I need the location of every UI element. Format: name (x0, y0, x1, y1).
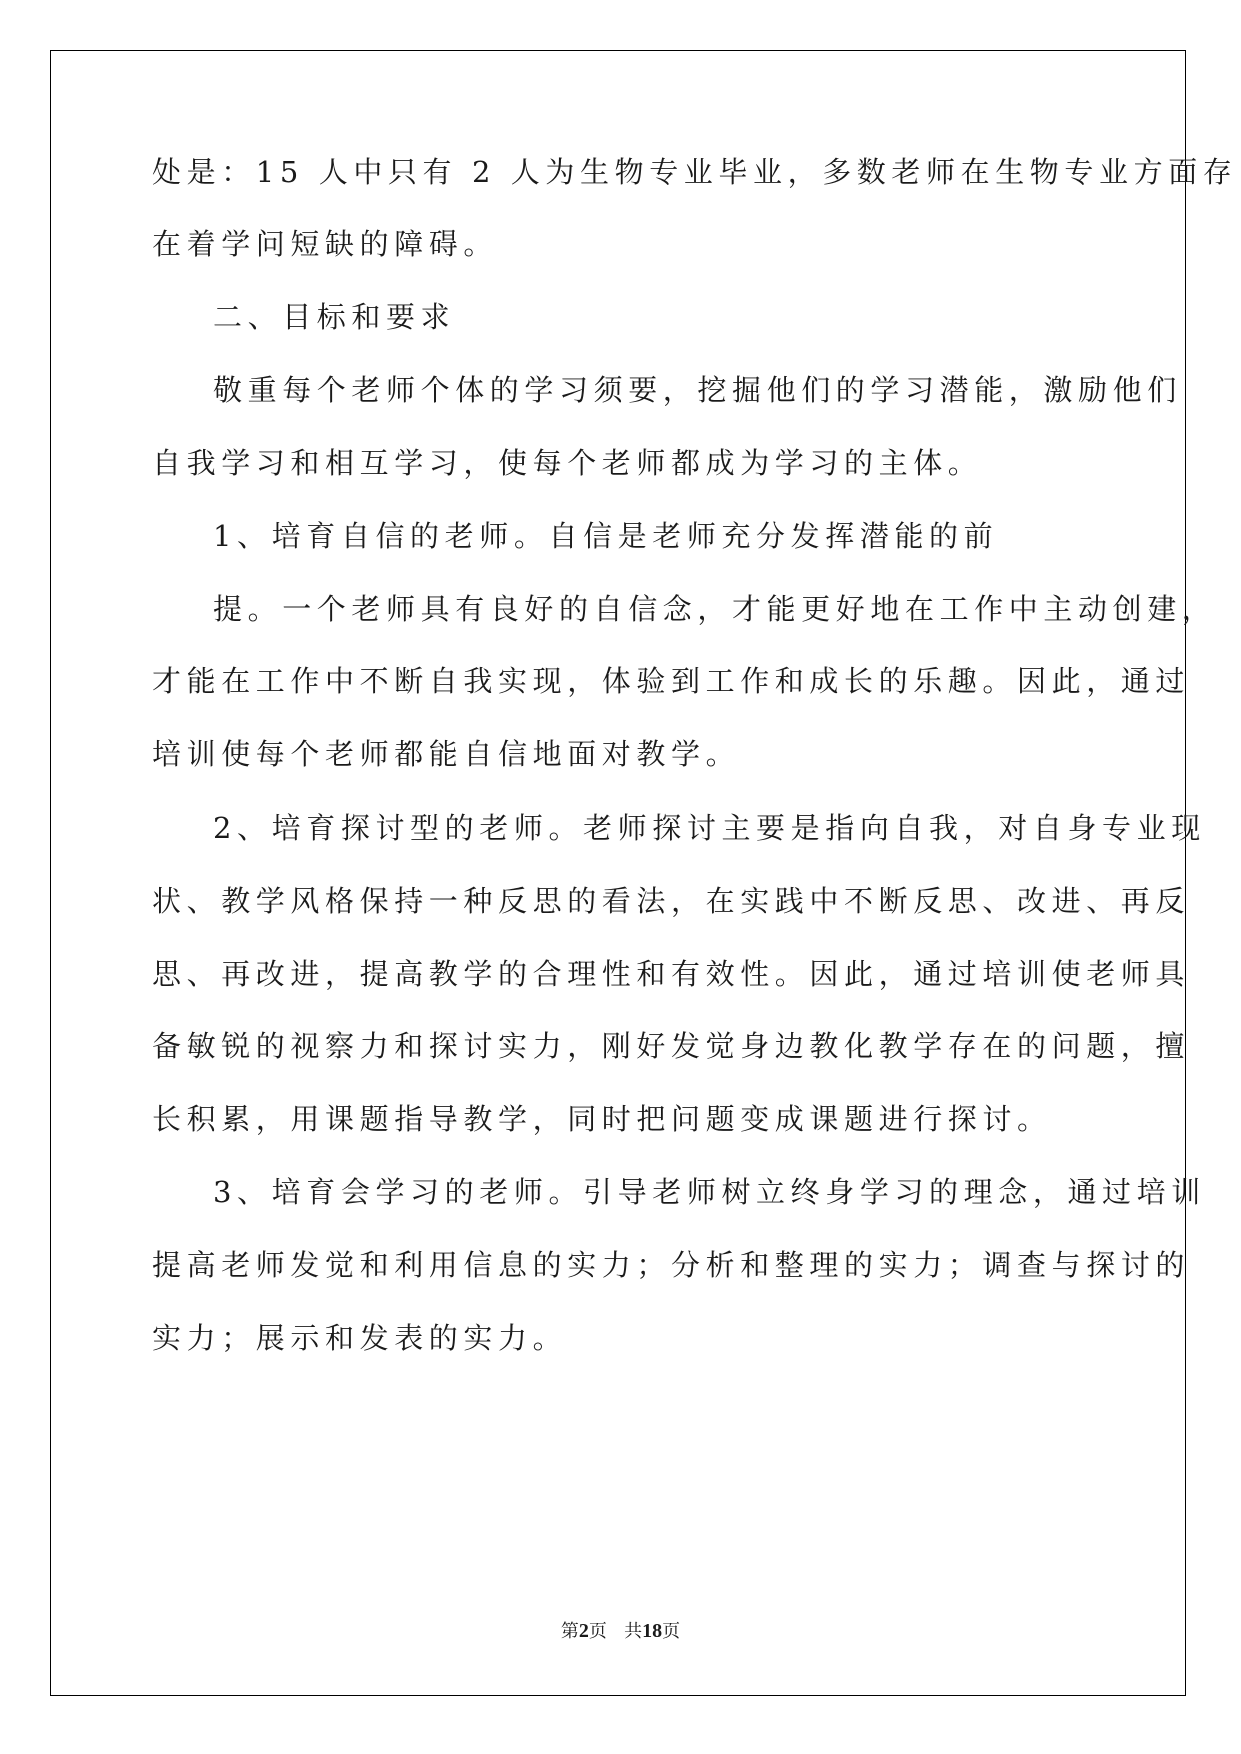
footer-page-suffix: 页 (588, 1621, 607, 1642)
text-line: 自我学习和相互学习，使每个老师都成为学习的主体。 (152, 446, 983, 480)
text-line: 1、培育自信的老师。自信是老师充分发挥潜能的前 (213, 519, 999, 553)
page-number: 2 (578, 1620, 589, 1642)
text-line: 状、教学风格保持一种反思的看法，在实践中不断反思、改进、再反 (152, 884, 1191, 918)
text-line: 在着学问短缺的障碍。 (152, 227, 499, 261)
page-border (50, 50, 1186, 1696)
text-line: 敬重每个老师个体的学习须要，挖掘他们的学习潜能，激励他们 (213, 373, 1182, 407)
footer-prefix: 第 (560, 1621, 579, 1642)
text-line: 3、培育会学习的老师。引导老师树立终身学习的理念，通过培训 (213, 1175, 1206, 1209)
text-line: 才能在工作中不断自我实现，体验到工作和成长的乐趣。因此，通过 (152, 664, 1191, 698)
footer-total-prefix: 共 (624, 1621, 643, 1642)
total-pages: 18 (642, 1620, 663, 1642)
text-line: 备敏锐的视察力和探讨实力，刚好发觉身边教化教学存在的问题，擅 (152, 1029, 1191, 1063)
text-line: 2、培育探讨型的老师。老师探讨主要是指向自我，对自身专业现 (213, 811, 1206, 845)
text-line: 思、再改进，提高教学的合理性和有效性。因此，通过培训使老师具 (152, 957, 1191, 991)
footer-total-suffix: 页 (662, 1621, 681, 1642)
text-line: 处是：15 人中只有 2 人为生物专业毕业，多数老师在生物专业方面存 (152, 155, 1238, 189)
text-line: 长积累，用课题指导教学，同时把问题变成课题进行探讨。 (152, 1102, 1052, 1136)
page-footer (0, 1617, 1241, 1643)
text-line: 提。一个老师具有良好的自信念，才能更好地在工作中主动创建， (213, 592, 1217, 626)
text-line: 实力；展示和发表的实力。 (152, 1321, 568, 1355)
text-line: 提高老师发觉和利用信息的实力；分析和整理的实力；调查与探讨的 (152, 1248, 1191, 1282)
text-line: 培训使每个老师都能自信地面对教学。 (152, 737, 741, 771)
section-heading: 二、目标和要求 (213, 300, 456, 334)
